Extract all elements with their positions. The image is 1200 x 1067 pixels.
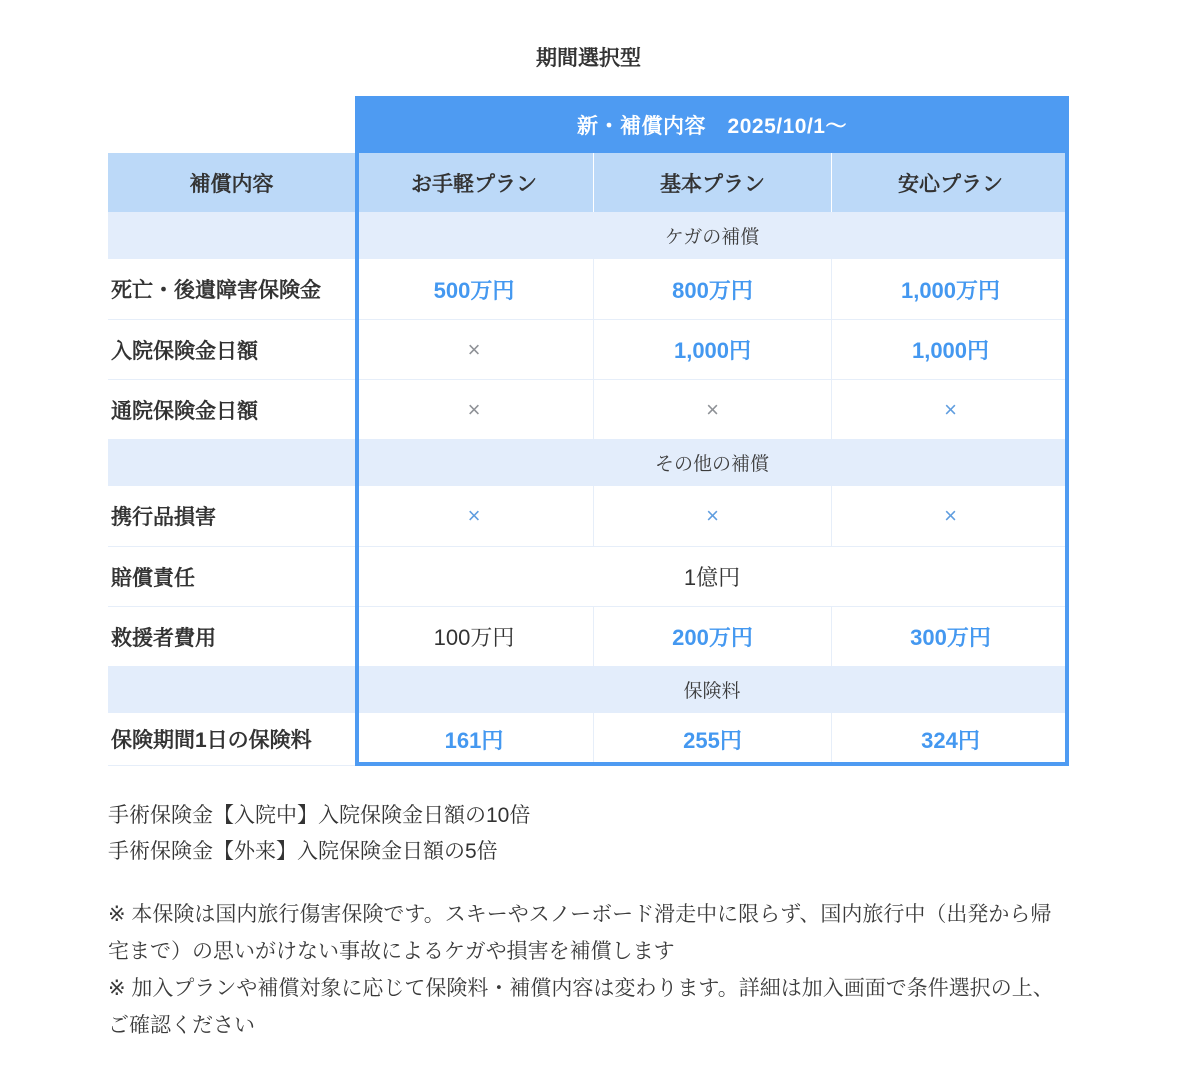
section-label: ケガの補償 xyxy=(664,227,760,248)
value-cell: 1,000円 xyxy=(593,320,831,379)
plan-header-secure: 安心プラン xyxy=(831,153,1069,212)
value-cell: 500万円 xyxy=(433,277,515,303)
footer xyxy=(108,798,1069,1044)
header-coverage-label: 補償内容 xyxy=(108,153,355,212)
row-label: 携行品損害 xyxy=(111,506,216,529)
section-row xyxy=(108,666,1069,713)
row-label: 保険期間1日の保険料 xyxy=(108,713,355,766)
table-row xyxy=(108,606,1069,666)
table-row xyxy=(108,546,1069,606)
value-cell: 800万円 xyxy=(593,259,831,319)
section-spacer xyxy=(108,666,355,713)
plan-header-basic: 基本プラン xyxy=(593,153,831,212)
section-spacer xyxy=(108,212,355,259)
value-cell: × xyxy=(831,380,1069,439)
row-label: 通院保険金日額 xyxy=(111,399,258,423)
section-row xyxy=(108,212,1069,259)
value-cell: × xyxy=(831,486,1069,546)
table-row xyxy=(108,379,1069,439)
value-cell: 200万円 xyxy=(593,607,831,666)
value-cell: 161円 xyxy=(444,728,504,753)
value-cell: 1,000円 xyxy=(831,320,1069,379)
coverage-banner-label: 新・補償内容 2025/10/1〜 xyxy=(577,114,847,138)
header-row xyxy=(108,153,1069,212)
row-label: 入院保険金日額 xyxy=(111,339,258,363)
row-label: 救援者費用 xyxy=(111,626,216,650)
table-row xyxy=(108,713,1069,766)
value-cell: × xyxy=(593,380,831,439)
value-cell: 324円 xyxy=(831,713,1069,766)
disclaimer-notes xyxy=(108,896,1069,1044)
value-cell: 100万円 xyxy=(433,625,515,650)
disclaimer-note-plan-conditions: ※ 加入プランや補償対象に応じて保険料・補償内容は変わります。詳細は加入画面で条件選択の上、ご確認ください xyxy=(108,977,1054,1037)
row-label: 死亡・後遺障害保険金 xyxy=(111,279,321,302)
value-cell: 1億円 xyxy=(683,565,741,590)
table-row xyxy=(108,319,1069,379)
section-label: その他の補償 xyxy=(654,454,769,475)
section-row xyxy=(108,439,1069,486)
table-body xyxy=(108,212,1069,766)
value-cell: 1,000万円 xyxy=(831,259,1069,319)
plan-comparison-table xyxy=(108,153,1069,766)
section-label: 保険料 xyxy=(683,681,741,702)
section-spacer xyxy=(108,439,355,486)
plan-header-light: お手軽プラン xyxy=(355,153,593,212)
coverage-banner xyxy=(355,96,1069,153)
table-row xyxy=(108,486,1069,546)
value-cell: × xyxy=(467,503,481,528)
table-row xyxy=(108,259,1069,319)
value-cell: 300万円 xyxy=(831,607,1069,666)
value-cell: × xyxy=(593,486,831,546)
disclaimer-note-coverage: ※ 本保険は国内旅行傷害保険です。スキーやスノーボード滑走中に限らず、国内旅行中（出発から帰宅まで）の思いがけない事故によるケガや損害を補償します xyxy=(108,903,1052,963)
page-title: 期間選択型 xyxy=(536,47,641,70)
value-cell: × xyxy=(467,396,481,422)
value-cell: 255円 xyxy=(593,713,831,766)
surgery-benefit-inpatient-note: 手術保険金【入院中】入院保険金日額の10倍 xyxy=(108,804,531,827)
surgery-benefit-outpatient-note: 手術保険金【外来】入院保険金日額の5倍 xyxy=(108,840,498,863)
value-cell: × xyxy=(467,336,481,362)
row-label: 賠償責任 xyxy=(111,566,195,590)
